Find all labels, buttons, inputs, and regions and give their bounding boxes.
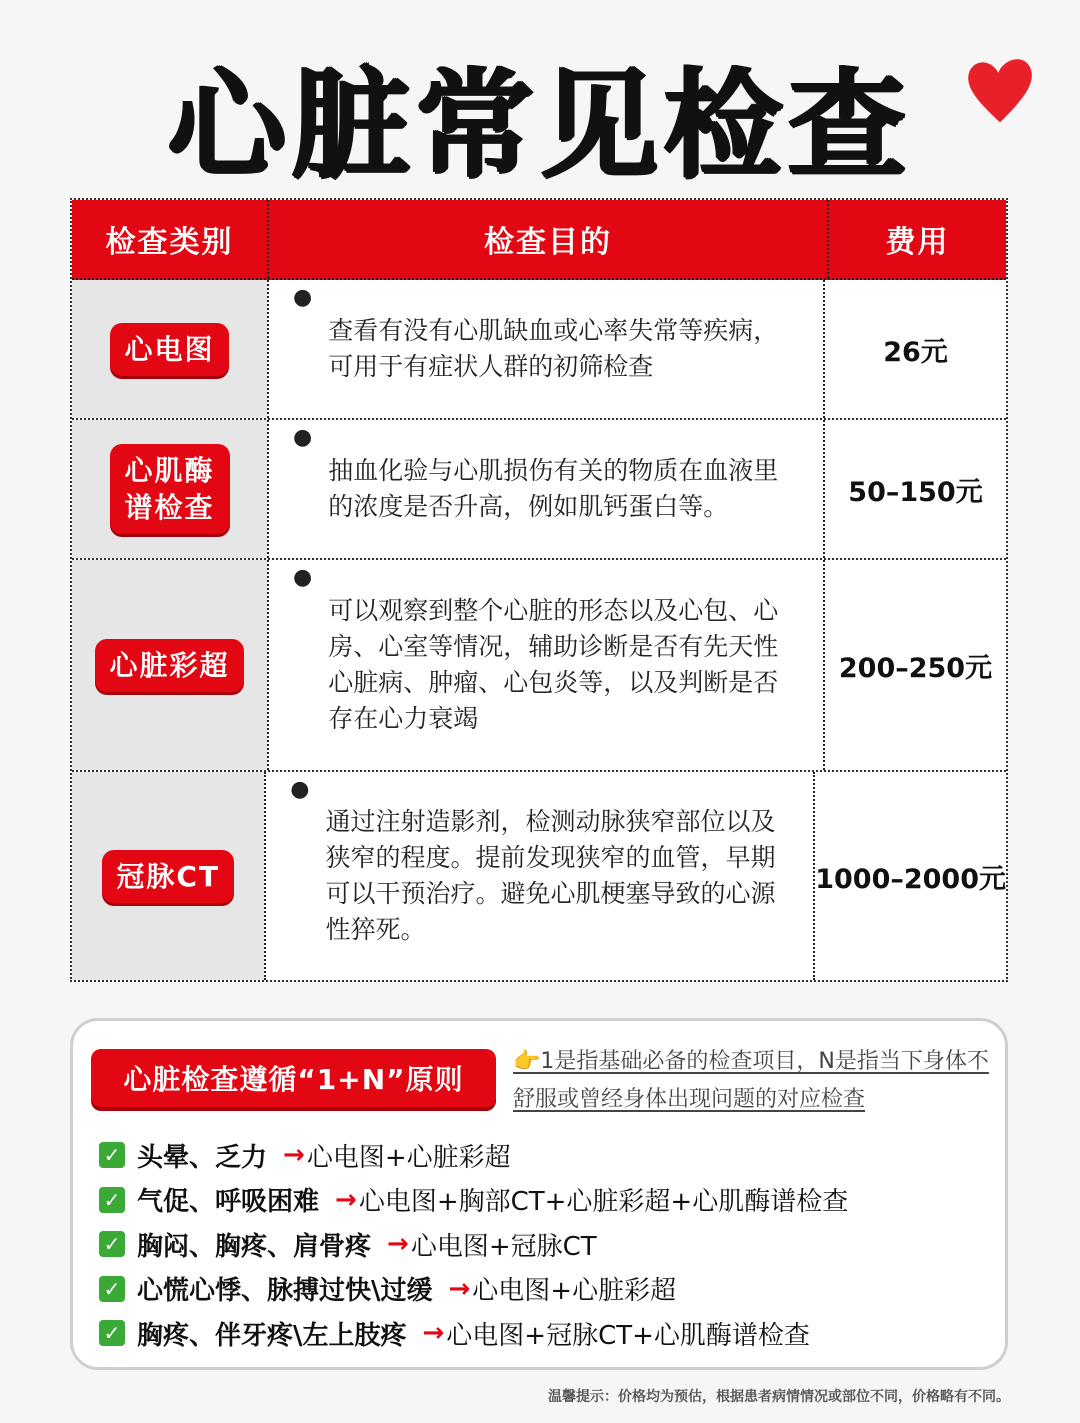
symptom-text: 气促、呼吸困难 xyxy=(137,1187,320,1218)
exam-text: 心电图+冠脉CT xyxy=(410,1231,597,1262)
purpose-text: 抽血化验与心肌损伤有关的物质在血液里的浓度是否升高，例如肌钙蛋白等。 xyxy=(328,456,779,521)
exam-text: 心电图+冠脉CT+心肌酶谱检查 xyxy=(446,1320,810,1351)
arrow-icon: → xyxy=(283,1140,305,1171)
header-category: 检查类别 xyxy=(105,225,234,260)
purpose-text: 可以观察到整个心脏的形态以及心包、心房、心室等情况，辅助诊断是否有先天性心脏病、肿瘤、心包炎等，以及判断是否存在心力衰竭 xyxy=(328,596,779,733)
cost-value: 200–250元 xyxy=(825,560,1006,770)
check-icon: ✓ xyxy=(99,1142,125,1168)
table-row xyxy=(72,420,1006,560)
principle-note: 👉1是指基础必备的检查项目，N是指当下身体不舒服或曾经身体出现问题的对应检查 xyxy=(513,1049,989,1112)
check-icon: ✓ xyxy=(99,1187,125,1213)
list-item xyxy=(99,1267,848,1312)
arrow-icon: → xyxy=(335,1184,357,1215)
list-item xyxy=(99,1222,848,1267)
table-row xyxy=(72,560,1006,772)
purpose-text: 通过注射造影剂，检测动脉狭窄部位以及狭窄的程度。提前发现狭窄的血管，早期可以干预治疗。避免心肌梗塞导致的心源性猝死。 xyxy=(325,807,776,944)
bullet-icon: ● xyxy=(290,777,310,802)
purpose-text: 查看有没有心肌缺血或心率失常等疾病，可用于有症状人群的初筛检查 xyxy=(328,316,779,381)
symptom-list xyxy=(99,1133,848,1356)
exam-text: 心电图+心脏彩超 xyxy=(472,1276,677,1307)
check-icon: ✓ xyxy=(99,1276,125,1302)
principle-badge: 心脏检查遵循“1+N”原则 xyxy=(91,1049,496,1107)
bullet-icon: ● xyxy=(293,425,313,450)
header-purpose: 检查目的 xyxy=(267,200,829,278)
category-badge: 心电图 xyxy=(110,323,228,376)
category-badge: 冠脉CT xyxy=(102,850,234,903)
bullet-icon: ● xyxy=(293,565,313,590)
symptom-text: 胸疼、伴牙疼\左上肢疼 xyxy=(137,1320,407,1351)
symptom-text: 头晕、乏力 xyxy=(137,1142,268,1173)
heart-icon xyxy=(960,52,1040,132)
symptom-text: 胸闷、胸疼、肩骨疼 xyxy=(137,1231,372,1262)
cost-value: 50–150元 xyxy=(825,420,1006,558)
cost-value: 26元 xyxy=(825,280,1006,418)
page-title: 心脏常见检查 xyxy=(167,56,912,194)
bullet-icon: ● xyxy=(293,285,313,310)
symptom-text: 心慌心悸、脉搏过快\过缓 xyxy=(137,1276,433,1307)
header-cost: 费用 xyxy=(885,225,950,260)
footnote: 温馨提示：价格均为预估，根据患者病情情况或部位不同，价格略有不同。 xyxy=(548,1389,1010,1405)
check-icon: ✓ xyxy=(99,1320,125,1346)
arrow-icon: → xyxy=(422,1318,445,1349)
category-badge: 心脏彩超 xyxy=(95,639,243,692)
category-badge: 心肌酶谱检查 xyxy=(110,444,230,534)
list-item xyxy=(99,1178,848,1223)
exam-table xyxy=(70,198,1008,982)
principle-card xyxy=(70,1018,1008,1370)
table-header xyxy=(72,200,1006,280)
check-icon: ✓ xyxy=(99,1231,125,1257)
arrow-icon: → xyxy=(387,1229,409,1260)
list-item xyxy=(99,1133,848,1178)
list-item xyxy=(99,1311,848,1356)
table-row xyxy=(72,772,1006,980)
table-row xyxy=(72,280,1006,420)
arrow-icon: → xyxy=(448,1273,471,1304)
exam-text: 心电图+胸部CT+心脏彩超+心肌酶谱检查 xyxy=(358,1187,849,1218)
exam-text: 心电图+心脏彩超 xyxy=(306,1142,511,1173)
cost-value: 1000–2000元 xyxy=(815,772,1006,980)
